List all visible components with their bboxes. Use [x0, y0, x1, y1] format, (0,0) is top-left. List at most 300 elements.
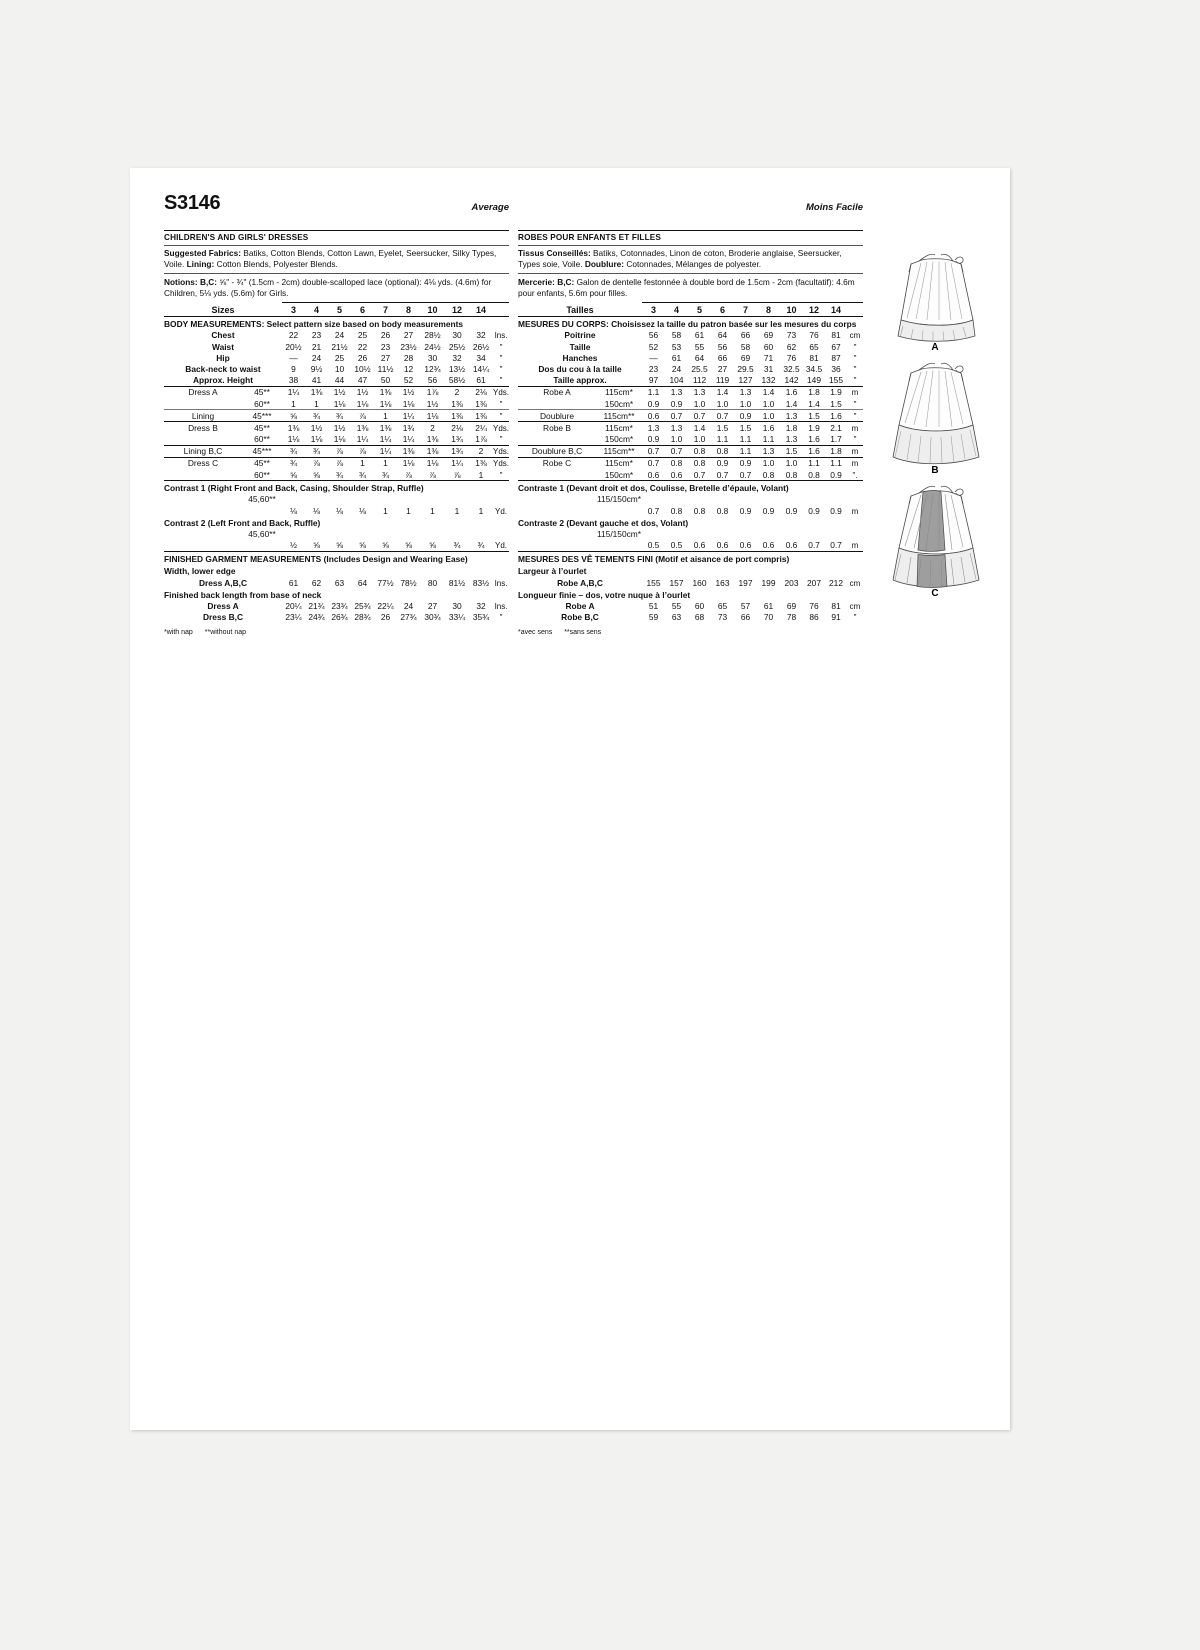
cell-value: ⅛: [313, 505, 321, 516]
row-label: Dress B: [164, 422, 242, 434]
dress-view-c: [882, 480, 988, 599]
cell-value: 62: [786, 341, 797, 352]
size-col: 5: [328, 303, 351, 317]
table-row: [164, 457, 509, 469]
cell-value: 44: [334, 375, 345, 386]
lining-label-en: Lining:: [186, 259, 215, 270]
cell-value: 23¾: [331, 601, 348, 612]
cell-value: 34.5: [805, 363, 823, 374]
cell-value: 1¾: [397, 422, 420, 434]
cell-value: 27: [403, 330, 414, 341]
cell-value: 1.8: [825, 445, 847, 457]
cell-value: 67: [831, 341, 841, 352]
contrast-1-values-row: [164, 505, 509, 516]
cell-value: 24: [671, 363, 682, 374]
row-label: Dress B,C: [202, 612, 244, 623]
cell-value: 23: [311, 330, 322, 341]
row-label: Hip: [216, 352, 230, 363]
cell-value: ¾: [282, 445, 305, 457]
finished-sub-width-text: Largeur à l’ourlet: [518, 566, 587, 576]
cell-value: 0.6: [739, 540, 752, 551]
cell-unit: ": [853, 364, 857, 374]
cell-value: 0.9: [734, 410, 757, 422]
lining-label-fr: Doublure:: [584, 259, 625, 270]
fabric-width: 150cm*: [604, 434, 634, 445]
cell-unit: ": [499, 342, 503, 352]
cell-value: 70: [763, 612, 774, 623]
cell-value: 25½: [448, 341, 466, 352]
cell-value: 1½: [397, 386, 420, 398]
cell-value: 64: [717, 330, 728, 341]
cell-value: 53: [671, 341, 682, 352]
lining-text-en: Cotton Blends, Polyester Blends.: [214, 259, 338, 270]
cell-value: 0.8: [785, 469, 798, 480]
cell-value: ⅞: [305, 457, 328, 469]
table-row: [518, 352, 863, 363]
cell-value: 0.7: [642, 445, 665, 457]
cell-value: 1⅜: [397, 445, 420, 457]
cell-value: 1.8: [803, 386, 825, 398]
cell-value: ⅞: [405, 469, 413, 480]
row-label: Doublure: [518, 410, 596, 422]
cell-value: 81: [831, 330, 841, 341]
cell-value: 64: [694, 352, 705, 363]
cell-value: 64: [357, 577, 368, 588]
cell-value: 13½: [448, 363, 466, 374]
cell-value: 20¼: [285, 601, 302, 612]
row-label: Taille: [569, 341, 591, 352]
cell-value: ⅞: [328, 457, 351, 469]
cell-value: ⅝: [382, 540, 390, 551]
cell-value: 83½: [472, 577, 490, 588]
cell-value: 56: [648, 330, 659, 341]
cell-value: 25¾: [354, 601, 371, 612]
table-row: [164, 330, 509, 341]
finished-measurements-heading-text: FINISHED GARMENT MEASUREMENTS (Includes Design and Wearing Ease): [164, 552, 509, 565]
finished-sub-length: [518, 588, 863, 601]
cell-value: ⅞: [351, 445, 374, 457]
difficulty-label-en: Average: [471, 202, 509, 213]
cell-unit: Yds.: [493, 457, 509, 469]
cell-value: 1½: [328, 422, 351, 434]
french-column: [518, 196, 863, 636]
cell-value: 119: [715, 375, 730, 386]
size-col: 3: [282, 303, 305, 317]
cell-value: 27: [427, 601, 438, 612]
sizes-header-row-en: [164, 303, 509, 317]
cell-value: 78: [786, 612, 797, 623]
size-col: 12: [803, 303, 825, 317]
cell-unit: ": [499, 353, 503, 363]
contrast-2-heading-text: Contraste 2 (Devant gauche et dos, Volant): [518, 517, 689, 528]
size-col: 6: [351, 303, 374, 317]
fabric-width: 45**: [242, 457, 282, 469]
difficulty-label-fr: Moins Facile: [805, 202, 863, 213]
cell-value: 52: [648, 341, 659, 352]
fabric-width: 60**: [254, 434, 270, 445]
fabric-width: 45***: [242, 410, 282, 422]
cell-value: 1.3: [665, 422, 688, 434]
suggested-fabrics-en: [164, 246, 509, 274]
footnotes-fr: [518, 623, 863, 636]
cell-value: 61: [288, 577, 299, 588]
row-label: [518, 469, 596, 481]
cell-unit: m: [847, 386, 863, 398]
cell-value: 1¾: [445, 445, 469, 457]
finished-measurements-heading: [164, 552, 509, 565]
cell-unit: ": [853, 435, 857, 445]
fabric-width: 60**: [254, 398, 270, 409]
row-label: Dress A: [207, 601, 239, 612]
finished-sub-width-text: Width, lower edge: [164, 566, 236, 576]
contrast-rows-en: [164, 481, 509, 552]
cell-value: 1⅜: [469, 410, 493, 422]
row-label: [164, 469, 242, 481]
cell-value: 1: [374, 457, 397, 469]
cell-value: 2: [420, 422, 445, 434]
cell-value: 1⅜: [475, 398, 487, 409]
cell-value: 1.1: [825, 457, 847, 469]
cell-value: 155: [646, 577, 661, 588]
row-label: Robe B: [518, 422, 596, 434]
cell-value: 1.3: [688, 386, 711, 398]
cell-value: 132: [761, 375, 776, 386]
cell-value: 1.0: [693, 398, 706, 409]
dress-view-a: [882, 248, 988, 353]
row-label: [518, 434, 596, 446]
contrast-2-heading-text: Contrast 2 (Left Front and Back, Ruffle): [164, 517, 321, 528]
cell-value: 1.4: [785, 398, 798, 409]
cell-value: 1⅛: [287, 434, 300, 445]
garment-title-fr: ROBES POUR ENFANTS ET FILLES: [518, 233, 661, 242]
cell-value: 142: [784, 375, 799, 386]
row-label: Robe A: [518, 386, 596, 398]
table-row: [164, 363, 509, 374]
notions-fr: [518, 274, 863, 302]
cell-value: 1: [314, 398, 319, 409]
cell-value: ⅝: [429, 540, 437, 551]
cell-value: 0.7: [739, 469, 752, 480]
cell-value: 1⅜: [469, 457, 493, 469]
size-col: 8: [757, 303, 780, 317]
cell-value: 0.9: [830, 505, 842, 516]
cell-value: 21: [311, 341, 322, 352]
row-label: Lining: [164, 410, 242, 422]
contrast-2-values-row: [164, 540, 509, 552]
cell-value: 1¼: [374, 445, 397, 457]
cell-value: 1⅜: [451, 398, 463, 409]
cell-value: 212: [829, 577, 843, 588]
cell-value: 33¼: [448, 612, 466, 623]
table-row: [518, 422, 863, 434]
cell-value: ½: [290, 540, 298, 551]
cell-value: 51: [648, 601, 659, 612]
cell-value: 1¼: [445, 457, 469, 469]
body-measurement-rows-en: [164, 330, 509, 386]
cell-value: 1⅜: [351, 422, 374, 434]
cell-value: ⅝: [313, 540, 321, 551]
cell-value: 0.9: [785, 505, 798, 516]
cell-value: 0.7: [665, 445, 688, 457]
cell-value: 1.0: [739, 398, 752, 409]
cell-value: ⅝: [359, 540, 367, 551]
row-label: Dress A: [164, 386, 242, 398]
cell-value: 155: [829, 375, 843, 386]
cell-value: 55: [671, 601, 682, 612]
french-header: [518, 196, 863, 230]
cell-value: 0.8: [716, 505, 729, 516]
cell-value: 0.6: [642, 410, 665, 422]
cell-value: 2.1: [825, 422, 847, 434]
cell-value: 30: [452, 330, 462, 341]
cell-value: 0.7: [711, 410, 734, 422]
cell-value: 1⅛: [310, 434, 323, 445]
cell-value: 1⅜: [426, 434, 439, 445]
cell-value: 77½: [377, 577, 394, 588]
cell-value: 1.4: [757, 386, 780, 398]
row-label: [164, 398, 242, 410]
cell-value: 76: [786, 352, 797, 363]
cell-value: 1.3: [785, 434, 798, 445]
cell-value: ⅞: [429, 469, 437, 480]
notions-text-fr: Galon de dentelle festonnée à double bord de 1.5cm - 2cm (facultatif): 4.6m pour enfants, 5.6m pour filles.: [518, 276, 855, 299]
body-measurements-heading-text-fr: MESURES DU CORPS: Choisissez la taille du patron basée sur les mesures du corps: [518, 317, 863, 330]
cell-unit: Yd.: [495, 541, 508, 551]
cell-value: 0.9: [647, 398, 660, 409]
cell-value: 32: [476, 601, 486, 612]
cell-value: 0.6: [670, 469, 683, 480]
cell-value: 66: [740, 612, 751, 623]
fabric-width: 115cm*: [596, 457, 642, 469]
size-col: 8: [397, 303, 420, 317]
cell-value: 0.7: [647, 505, 660, 516]
cell-value: 30: [427, 352, 438, 363]
contrast-1-values-row: [518, 505, 863, 516]
cell-value: 91: [831, 612, 841, 623]
cell-unit: ": [853, 613, 857, 623]
cell-unit: Yds.: [493, 386, 509, 398]
row-label: Waist: [211, 341, 235, 352]
cell-unit: ": [499, 364, 503, 374]
cell-value: 59: [648, 612, 659, 623]
cell-value: 1⅛: [397, 457, 420, 469]
cell-value: 26¾: [331, 612, 348, 623]
cell-unit: ".: [852, 470, 858, 480]
cell-value: ¾: [453, 540, 461, 551]
cell-value: 32.5: [783, 363, 800, 374]
contrast-1-width-row: [518, 494, 863, 505]
cell-value: 1: [351, 457, 374, 469]
cell-value: 30: [452, 601, 462, 612]
table-row: [518, 612, 863, 623]
cell-value: ⅝: [290, 469, 298, 480]
cell-value: 78½: [400, 577, 417, 588]
cell-value: 0.9: [808, 505, 820, 516]
cell-value: 0.8: [665, 457, 688, 469]
cell-value: 0.8: [808, 469, 820, 480]
cell-value: 35¾: [472, 612, 490, 623]
cell-value: 60: [694, 601, 705, 612]
cell-value: 199: [761, 577, 776, 588]
cell-value: 1⅛: [420, 457, 445, 469]
contrast-2-values-row: [518, 540, 863, 552]
table-row: [518, 375, 863, 387]
cell-unit: ": [853, 376, 857, 386]
cell-value: 97: [648, 375, 659, 386]
cell-value: 28½: [424, 330, 441, 341]
contrast-2-heading: [518, 516, 863, 529]
cell-value: 0.7: [830, 540, 842, 551]
cell-value: 0.7: [693, 469, 706, 480]
fabrics-label-en: Suggested Fabrics:: [164, 248, 241, 258]
cell-unit: m: [851, 541, 859, 551]
cell-value: 0.8: [711, 445, 734, 457]
cell-value: 23½: [400, 341, 417, 352]
cell-value: 0.9: [670, 398, 683, 409]
cell-value: 38: [288, 375, 299, 386]
row-label: Taille approx.: [553, 375, 607, 386]
cell-value: 0.6: [693, 540, 706, 551]
cell-value: 1: [478, 505, 484, 516]
cell-value: 104: [669, 375, 684, 386]
cell-value: 1¼: [282, 386, 305, 398]
measurement-table-en: [164, 302, 509, 623]
notions-label-fr: Mercerie: B,C:: [518, 276, 575, 287]
cell-value: 69: [740, 352, 751, 363]
pattern-envelope-back: [130, 168, 1010, 1430]
row-label: Poitrine: [564, 330, 596, 341]
size-col: 14: [825, 303, 847, 317]
cell-value: 12: [403, 363, 414, 374]
cell-value: 1: [454, 505, 460, 516]
fabric-width: 45**: [242, 422, 282, 434]
cell-value: 26½: [472, 341, 490, 352]
cell-unit: ": [853, 342, 857, 352]
cell-value: —: [289, 352, 298, 363]
cell-unit: m: [851, 506, 859, 516]
cell-value: 14¼: [472, 363, 490, 374]
cell-value: 1⅞: [420, 386, 445, 398]
cell-value: 31: [763, 363, 774, 374]
table-row: [164, 422, 509, 434]
table-row: [164, 445, 509, 457]
cell-value: 1.1: [642, 386, 665, 398]
cell-value: ¾: [477, 540, 485, 551]
lining-text-fr: Cotonnades, Mélanges de polyester.: [624, 259, 762, 270]
cell-value: 1: [430, 505, 435, 516]
cell-unit: ": [499, 399, 503, 409]
cell-value: 160: [692, 577, 707, 588]
cell-unit: ": [847, 410, 863, 422]
contrast-rows-fr: [518, 481, 863, 552]
cell-value: 1.0: [780, 457, 803, 469]
row-label: Lining B,C: [164, 445, 242, 457]
cell-value: 1.6: [825, 410, 847, 422]
fabric-width: 150cm*: [604, 398, 634, 409]
cell-value: 1½: [328, 386, 351, 398]
cell-value: 76: [809, 601, 819, 612]
cell-value: 57: [740, 601, 751, 612]
cell-value: 0.7: [716, 469, 729, 480]
cell-value: 127: [738, 375, 753, 386]
cell-value: 11½: [377, 363, 394, 374]
cell-value: 68: [694, 612, 705, 623]
cell-value: 1.0: [757, 410, 780, 422]
cell-value: 0.8: [670, 505, 683, 516]
cell-value: 69: [786, 601, 797, 612]
finished-sub-length-text: Longueur finie – dos, votre nuque à l’ourlet: [518, 589, 691, 600]
fabric-width: 45***: [242, 445, 282, 457]
cell-value: 22¼: [377, 601, 394, 612]
cell-value: 69: [763, 330, 774, 341]
sizes-label-en: Sizes: [211, 304, 235, 315]
cell-value: 1½: [351, 386, 374, 398]
cell-value: 10½: [354, 363, 371, 374]
cell-value: 0.5: [670, 540, 683, 551]
cell-value: 1.0: [693, 434, 706, 445]
cell-value: 60: [763, 341, 774, 352]
cell-value: 0.9: [647, 434, 660, 445]
cell-value: 65: [809, 341, 819, 352]
cell-value: 58: [740, 341, 751, 352]
cell-value: 61: [671, 352, 682, 363]
cell-value: 0.8: [762, 469, 775, 480]
cell-value: 1½: [305, 422, 328, 434]
cell-unit: Ins.: [494, 602, 508, 612]
cell-value: 27¾: [400, 612, 417, 623]
cell-value: 81: [831, 601, 841, 612]
cell-value: 203: [784, 577, 799, 588]
cell-value: ⅞: [351, 410, 374, 422]
cell-value: 1.5: [830, 398, 842, 409]
contrast-2-width: 115/150cm*: [596, 529, 642, 540]
cell-value: 1.4: [688, 422, 711, 434]
cell-value: 9½: [310, 363, 323, 374]
cell-value: 63: [671, 612, 682, 623]
cell-unit: cm: [849, 331, 861, 341]
cell-value: 23¼: [285, 612, 302, 623]
size-col: 14: [469, 303, 493, 317]
cell-value: 73: [717, 612, 728, 623]
contrast-1-heading-text: Contrast 1 (Right Front and Back, Casing, Shoulder Strap, Ruffle): [164, 481, 509, 494]
row-label: Approx. Height: [192, 375, 254, 386]
row-label: Robe B,C: [561, 612, 599, 623]
finished-measurement-rows-en: [164, 552, 509, 624]
cell-value: 30¾: [424, 612, 441, 623]
english-column: [164, 192, 510, 637]
cell-value: 25.5: [691, 363, 708, 374]
yardage-rows-fr: [518, 386, 863, 481]
cell-unit: ": [853, 399, 857, 409]
dress-view-b: [882, 357, 988, 476]
cell-value: 1: [406, 505, 411, 516]
row-label: Doublure B,C: [518, 445, 596, 457]
footnote-with-nap-en: *with nap: [164, 629, 193, 637]
cell-value: 1.7: [830, 434, 842, 445]
cell-value: 0.6: [647, 469, 660, 480]
yardage-rows-en: [164, 386, 509, 481]
cell-value: 1: [478, 469, 484, 480]
cell-value: 27: [717, 363, 728, 374]
cell-value: 0.7: [688, 410, 711, 422]
size-col: 6: [711, 303, 734, 317]
footnote-with-nap-fr: *avec sens: [518, 629, 553, 637]
cell-value: 1⅞: [475, 434, 487, 445]
cell-value: 23: [648, 363, 659, 374]
cell-value: 1¼: [356, 434, 369, 445]
cell-value: 47: [357, 375, 368, 386]
cell-value: 157: [669, 577, 684, 588]
